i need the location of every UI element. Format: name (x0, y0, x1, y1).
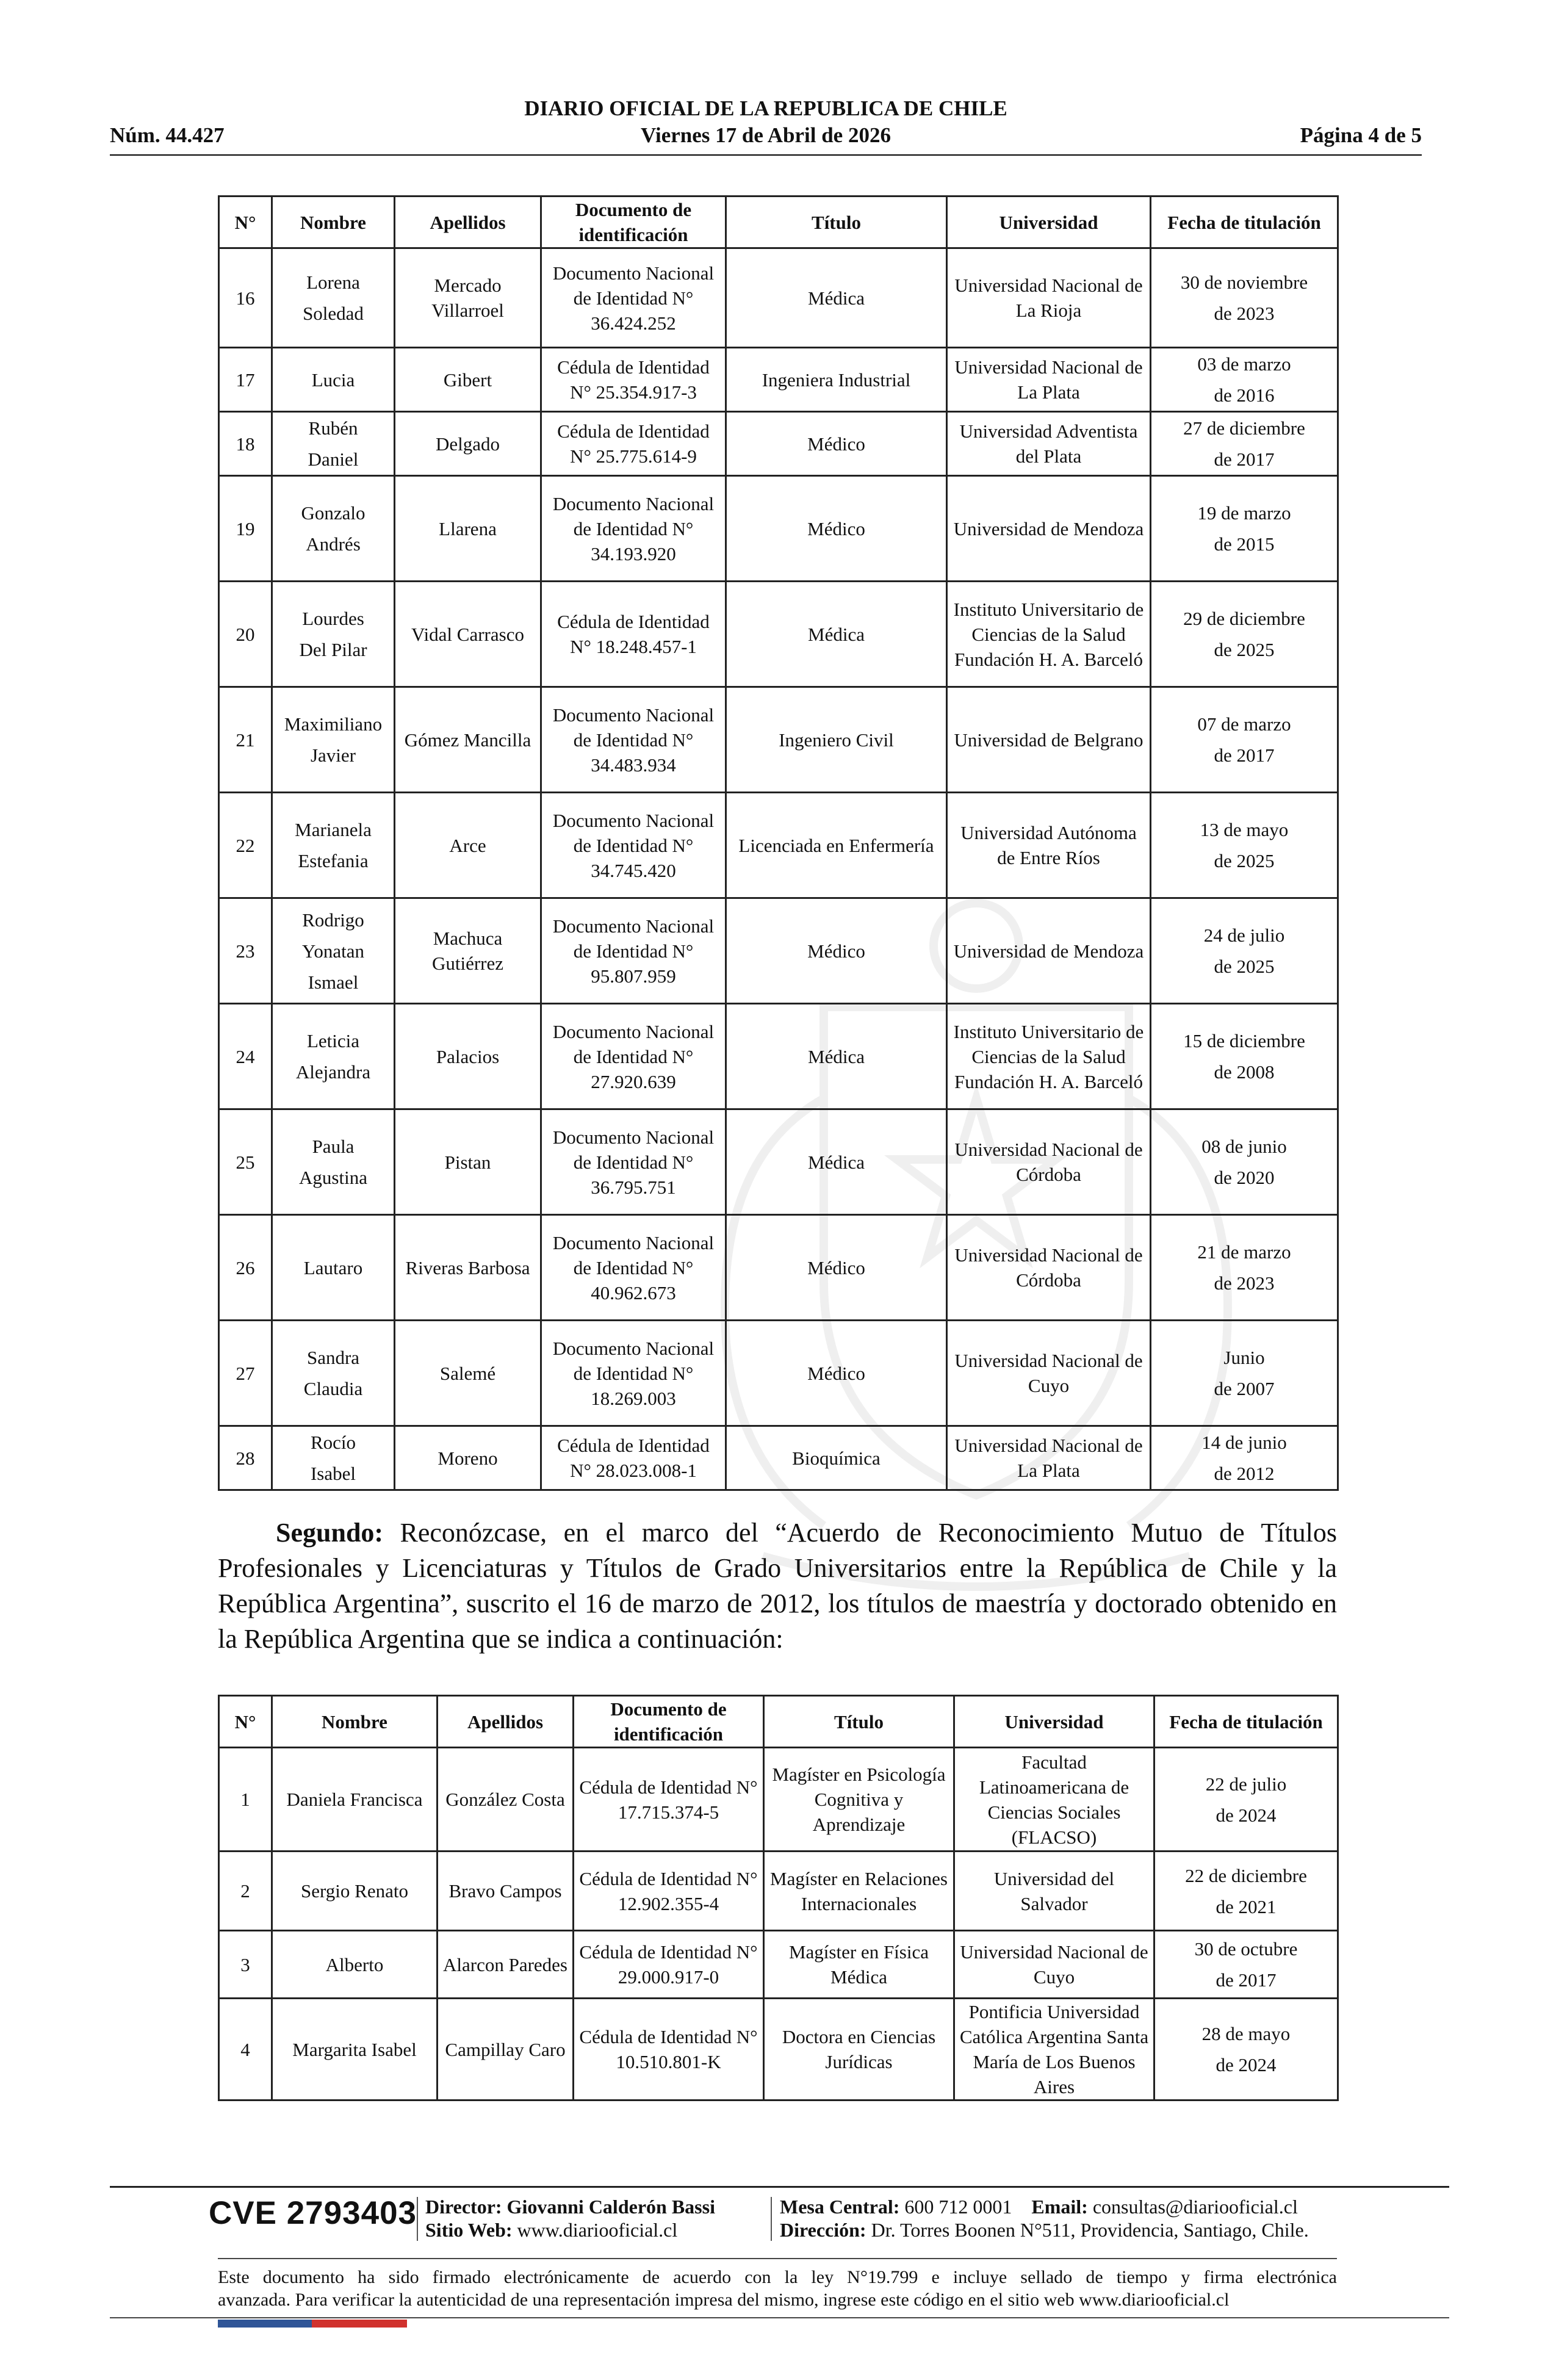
cell-fecha (1151, 1426, 1338, 1490)
cell-number: 20 (219, 582, 272, 687)
table-row (219, 793, 1338, 898)
cell-titulo: Médico (726, 1321, 947, 1426)
cell-titulo: Doctora en Ciencias Jurídicas (764, 1999, 954, 2101)
nombre-line: Maximiliano (284, 713, 383, 735)
col-header: Universidad (954, 1696, 1154, 1748)
footer-divider (218, 2258, 1337, 2259)
nombre-line: Sandra (306, 1347, 360, 1368)
nombre-line: Del Pilar (299, 639, 367, 660)
nombre-line: Andrés (306, 533, 361, 555)
fecha-line: de 2016 (1214, 384, 1275, 406)
cell-number: 17 (219, 348, 272, 412)
cell-apellidos: Machuca Gutiérrez (395, 898, 541, 1004)
header-divider (110, 154, 1422, 156)
fecha-line: 29 de diciembre (1183, 608, 1305, 629)
cell-nombre (272, 582, 395, 687)
fecha-line: de 2017 (1214, 449, 1275, 470)
cell-documento: Documento Nacional de Identidad N° 27.920.639 (541, 1004, 726, 1109)
cell-nombre: Daniela Francisca (272, 1748, 438, 1852)
nombre-line: Claudia (303, 1378, 363, 1399)
cell-number: 16 (219, 248, 272, 348)
fecha-line: de 2023 (1214, 1272, 1275, 1294)
note-line: avanzada. Para verificar la autenticidad de una representación impresa del mismo, ingrese este código en el sitio web www.diariooficial.cl (218, 2290, 1230, 2310)
mesa-label: Mesa Central: (780, 2196, 900, 2218)
table-row (219, 1931, 1338, 1999)
cell-nombre: Margarita Isabel (272, 1999, 438, 2101)
cell-titulo: Médica (726, 1109, 947, 1215)
nombre-line: Soledad (303, 303, 364, 324)
fecha-line: de 2007 (1214, 1378, 1275, 1399)
cell-number: 23 (219, 898, 272, 1004)
address-label: Dirección: (780, 2219, 866, 2241)
cell-apellidos: Campillay Caro (438, 1999, 574, 2101)
fecha-line: 15 de diciembre (1183, 1030, 1305, 1051)
col-header: Universidad (947, 197, 1151, 248)
cell-apellidos: Vidal Carrasco (395, 582, 541, 687)
table-row (219, 1852, 1338, 1931)
cell-number: 2 (219, 1852, 272, 1931)
fecha-line: de 2025 (1214, 639, 1275, 660)
fecha-line: de 2015 (1214, 533, 1275, 555)
table-row (219, 1999, 1338, 2101)
cell-titulo: Licenciada en Enfermería (726, 793, 947, 898)
cell-titulo: Médica (726, 1004, 947, 1109)
fecha-line: 30 de noviembre (1180, 272, 1308, 293)
cell-universidad: Universidad Nacional de Cuyo (947, 1321, 1151, 1426)
cell-nombre (272, 898, 395, 1004)
cell-fecha (1151, 687, 1338, 793)
titles-table-2 (218, 1695, 1339, 2101)
fecha-line: 22 de diciembre (1185, 1864, 1307, 1886)
cell-documento: Cédula de Identidad N° 12.902.355-4 (574, 1852, 764, 1931)
fecha-line: 14 de junio (1201, 1432, 1287, 1453)
cell-number: 19 (219, 476, 272, 582)
table-row (219, 1004, 1338, 1109)
nombre-line: Gonzalo (301, 502, 366, 524)
cell-nombre (272, 1426, 395, 1490)
cell-fecha (1151, 1004, 1338, 1109)
cell-fecha (1151, 1215, 1338, 1321)
cell-universidad: Universidad de Mendoza (947, 898, 1151, 1004)
fecha-line: de 2025 (1214, 956, 1275, 977)
nombre-line: Lourdes (302, 608, 364, 629)
cell-apellidos: Moreno (395, 1426, 541, 1490)
cve-code: CVE 2793403 (209, 2195, 417, 2231)
cell-titulo: Ingeniera Industrial (726, 348, 947, 412)
email-link[interactable]: consultas@diariooficial.cl (1092, 2196, 1298, 2218)
cell-documento: Documento Nacional de Identidad N° 34.745.420 (541, 793, 726, 898)
cell-nombre (272, 793, 395, 898)
address: Dr. Torres Boonen N°511, Providencia, Santiago, Chile. (871, 2219, 1309, 2241)
cell-fecha (1151, 1321, 1338, 1426)
cell-nombre (272, 1109, 395, 1215)
newspaper-title: DIARIO OFICIAL DE LA REPUBLICA DE CHILE (524, 96, 1007, 120)
cell-titulo: Médica (726, 582, 947, 687)
table-row (219, 412, 1338, 476)
nombre-line: Isabel (310, 1463, 356, 1484)
nombre-line: Leticia (306, 1030, 360, 1051)
cell-documento: Cédula de Identidad N° 25.775.614-9 (541, 412, 726, 476)
cell-documento: Cédula de Identidad N° 18.248.457-1 (541, 582, 726, 687)
col-header: N° (219, 197, 272, 248)
nombre-line: Rocío (310, 1432, 356, 1453)
segundo-paragraph (218, 1515, 1337, 1657)
fecha-line: de 2012 (1214, 1463, 1275, 1484)
cell-universidad: Universidad Nacional de Cuyo (954, 1931, 1154, 1999)
fecha-line: Junio (1223, 1347, 1265, 1368)
cell-apellidos: Gómez Mancilla (395, 687, 541, 793)
cell-nombre (272, 1215, 395, 1321)
fecha-line: 22 de julio (1205, 1773, 1287, 1795)
fecha-line: 03 de marzo (1197, 353, 1291, 375)
col-header: Documento de identificación (541, 197, 726, 248)
flag-stripe-red (312, 2320, 407, 2328)
fecha-line: de 2024 (1216, 2054, 1277, 2075)
cell-documento: Documento Nacional de Identidad N° 95.807.959 (541, 898, 726, 1004)
fecha-line: 08 de junio (1201, 1136, 1287, 1157)
cell-fecha (1151, 412, 1338, 476)
cell-number: 26 (219, 1215, 272, 1321)
cell-number: 4 (219, 1999, 272, 2101)
col-header: Documento de identificación (574, 1696, 764, 1748)
footer-divider (110, 2186, 1449, 2188)
fecha-line: de 2017 (1216, 1969, 1277, 1991)
cell-apellidos: Alarcon Paredes (438, 1931, 574, 1999)
paragraph-text: Reconózcase, en el marco del “Acuerdo de Reconocimiento Mutuo de Títulos Profesionales y Licenciaturas y Títulos de Grado Universitarios entre la República de Chile y la República Argentina”, suscrito el 16 de marzo de 2012, los títulos de maestría y doctorado obtenido en la República Argentina que se indica a continuación: (218, 1518, 1337, 1654)
cell-apellidos: González Costa (438, 1748, 574, 1852)
cell-number: 28 (219, 1426, 272, 1490)
cell-apellidos: Llarena (395, 476, 541, 582)
cell-nombre (272, 1004, 395, 1109)
cell-fecha (1154, 1852, 1338, 1931)
cell-fecha (1151, 476, 1338, 582)
header-row (110, 123, 1422, 150)
cell-universidad: Instituto Universitario de Ciencias de la Salud Fundación H. A. Barceló (947, 1004, 1151, 1109)
cell-number: 24 (219, 1004, 272, 1109)
nombre-line: Yonatan (302, 940, 364, 962)
footer-divider (110, 2317, 1449, 2318)
cell-titulo: Médico (726, 898, 947, 1004)
cell-titulo: Médico (726, 1215, 947, 1321)
cell-universidad: Facultad Latinoamericana de Ciencias Sociales (FLACSO) (954, 1748, 1154, 1852)
cell-documento: Cédula de Identidad N° 28.023.008-1 (541, 1426, 726, 1490)
cell-nombre: Alberto (272, 1931, 438, 1999)
cell-documento: Documento Nacional de Identidad N° 34.483.934 (541, 687, 726, 793)
footer-contact-block (780, 2195, 1309, 2241)
fecha-line: de 2020 (1214, 1167, 1275, 1188)
note-line: Este documento ha sido firmado electrónicamente de acuerdo con la ley N°19.799 e incluye sellado de tiempo y firma electrónica (218, 2267, 1337, 2287)
cell-titulo: Ingeniero Civil (726, 687, 947, 793)
nombre-line: Javier (310, 745, 356, 766)
cell-documento: Cédula de Identidad N° 17.715.374-5 (574, 1748, 764, 1852)
cell-number: 25 (219, 1109, 272, 1215)
table-row (219, 898, 1338, 1004)
cell-apellidos: Bravo Campos (438, 1852, 574, 1931)
website-label: Sitio Web: (425, 2219, 513, 2241)
cell-titulo: Magíster en Relaciones Internacionales (764, 1852, 954, 1931)
table-row (219, 348, 1338, 412)
col-header: Apellidos (438, 1696, 574, 1748)
nombre-line: Agustina (299, 1167, 367, 1188)
fecha-line: de 2008 (1214, 1061, 1275, 1083)
nombre-line: Lucia (311, 369, 355, 391)
flag-stripe-blue (218, 2320, 312, 2328)
fecha-line: 28 de mayo (1201, 2023, 1291, 2044)
table-row (219, 1215, 1338, 1321)
cell-universidad: Universidad de Mendoza (947, 476, 1151, 582)
titles-table-1 (218, 195, 1339, 1491)
fecha-line: de 2021 (1216, 1895, 1277, 1917)
table-header-row (219, 1696, 1338, 1748)
cell-apellidos: Mercado Villarroel (395, 248, 541, 348)
page-number: Página 4 de 5 (1300, 123, 1422, 147)
cell-apellidos: Pistan (395, 1109, 541, 1215)
table-row (219, 1426, 1338, 1490)
fecha-line: 24 de julio (1203, 925, 1285, 946)
table-row (219, 476, 1338, 582)
cell-fecha (1151, 1109, 1338, 1215)
cell-nombre (272, 348, 395, 412)
mesa-phone: 600 712 0001 (904, 2196, 1012, 2218)
nombre-line: Marianela (295, 819, 372, 840)
fecha-line: 13 de mayo (1200, 819, 1289, 840)
cell-fecha (1151, 248, 1338, 348)
cell-nombre (272, 248, 395, 348)
cell-titulo: Bioquímica (726, 1426, 947, 1490)
cell-apellidos: Salemé (395, 1321, 541, 1426)
cell-number: 3 (219, 1931, 272, 1999)
fecha-line: 07 de marzo (1197, 713, 1291, 735)
nombre-line: Alejandra (295, 1061, 371, 1083)
cell-apellidos: Riveras Barbosa (395, 1215, 541, 1321)
website-link[interactable]: www.diariooficial.cl (517, 2219, 678, 2241)
footer-separator (417, 2197, 418, 2241)
cell-titulo: Médica (726, 248, 947, 348)
col-header: N° (219, 1696, 272, 1748)
cell-universidad: Universidad de Belgrano (947, 687, 1151, 793)
cell-fecha (1151, 793, 1338, 898)
nombre-line: Estefania (298, 850, 369, 871)
table-header-row (219, 197, 1338, 248)
fecha-line: 27 de diciembre (1183, 417, 1305, 439)
cell-universidad: Universidad del Salvador (954, 1852, 1154, 1931)
cell-documento: Cédula de Identidad N° 10.510.801-K (574, 1999, 764, 2101)
table-row (219, 248, 1338, 348)
col-header: Nombre (272, 197, 395, 248)
cell-fecha (1151, 898, 1338, 1004)
footer-director-block (425, 2195, 715, 2241)
cell-universidad: Universidad Autónoma de Entre Ríos (947, 793, 1151, 898)
paragraph-lead: Segundo: (276, 1518, 384, 1548)
cell-nombre: Sergio Renato (272, 1852, 438, 1931)
cell-fecha (1151, 348, 1338, 412)
cell-documento: Cédula de Identidad N° 25.354.917-3 (541, 348, 726, 412)
cell-number: 21 (219, 687, 272, 793)
fecha-line: 21 de marzo (1197, 1241, 1291, 1263)
col-header: Título (726, 197, 947, 248)
issue-number: Núm. 44.427 (110, 123, 225, 147)
cell-nombre (272, 687, 395, 793)
cell-fecha (1154, 1748, 1338, 1852)
cell-apellidos: Arce (395, 793, 541, 898)
cell-number: 18 (219, 412, 272, 476)
nombre-line: Lautaro (303, 1257, 363, 1278)
director-name: Giovanni Calderón Bassi (506, 2196, 715, 2218)
cell-apellidos: Palacios (395, 1004, 541, 1109)
cell-fecha (1154, 1931, 1338, 1999)
fecha-line: 19 de marzo (1197, 502, 1291, 524)
footer-separator (771, 2197, 772, 2241)
nombre-line: Ismael (308, 971, 359, 993)
cell-fecha (1151, 582, 1338, 687)
table-row (219, 1748, 1338, 1852)
cell-universidad: Universidad Adventista del Plata (947, 412, 1151, 476)
issue-date: Viernes 17 de Abril de 2026 (641, 123, 891, 147)
cell-titulo: Médico (726, 476, 947, 582)
cell-number: 1 (219, 1748, 272, 1852)
cell-documento: Cédula de Identidad N° 29.000.917-0 (574, 1931, 764, 1999)
cell-nombre (272, 476, 395, 582)
cell-titulo: Magíster en Física Médica (764, 1931, 954, 1999)
cell-documento: Documento Nacional de Identidad N° 40.962.673 (541, 1215, 726, 1321)
col-header: Fecha de titulación (1154, 1696, 1338, 1748)
nombre-line: Rodrigo (302, 909, 364, 931)
cell-number: 27 (219, 1321, 272, 1426)
cell-documento: Documento Nacional de Identidad N° 36.795.751 (541, 1109, 726, 1215)
cell-documento: Documento Nacional de Identidad N° 36.424.252 (541, 248, 726, 348)
fecha-line: de 2025 (1214, 850, 1275, 871)
nombre-line: Rubén (308, 417, 358, 439)
table-row (219, 1109, 1338, 1215)
col-header: Nombre (272, 1696, 438, 1748)
fecha-line: de 2023 (1214, 303, 1275, 324)
cell-universidad: Universidad Nacional de La Plata (947, 348, 1151, 412)
table-row (219, 582, 1338, 687)
cell-universidad: Universidad Nacional de Córdoba (947, 1215, 1151, 1321)
cell-documento: Documento Nacional de Identidad N° 34.193.920 (541, 476, 726, 582)
director-label: Director: (425, 2196, 502, 2218)
cell-fecha (1154, 1999, 1338, 2101)
cell-universidad: Universidad Nacional de La Plata (947, 1426, 1151, 1490)
cell-apellidos: Delgado (395, 412, 541, 476)
nombre-line: Paula (312, 1136, 355, 1157)
col-header: Apellidos (395, 197, 541, 248)
fecha-line: de 2024 (1216, 1804, 1277, 1826)
nombre-line: Daniel (308, 449, 359, 470)
cell-universidad: Universidad Nacional de Córdoba (947, 1109, 1151, 1215)
cell-documento: Documento Nacional de Identidad N° 18.269.003 (541, 1321, 726, 1426)
col-header: Título (764, 1696, 954, 1748)
cell-nombre (272, 412, 395, 476)
cell-universidad: Universidad Nacional de La Rioja (947, 248, 1151, 348)
fecha-line: de 2017 (1214, 745, 1275, 766)
fecha-line: 30 de octubre (1194, 1938, 1298, 1960)
table-row (219, 687, 1338, 793)
cell-titulo: Médico (726, 412, 947, 476)
cell-universidad: Instituto Universitario de Ciencias de la Salud Fundación H. A. Barceló (947, 582, 1151, 687)
cell-number: 22 (219, 793, 272, 898)
table-row (219, 1321, 1338, 1426)
cell-apellidos: Gibert (395, 348, 541, 412)
cell-titulo: Magíster en Psicología Cognitiva y Aprendizaje (764, 1748, 954, 1852)
email-label: Email: (1031, 2196, 1088, 2218)
nombre-line: Lorena (306, 272, 360, 293)
cell-universidad: Pontificia Universidad Católica Argentina Santa María de Los Buenos Aires (954, 1999, 1154, 2101)
cell-nombre (272, 1321, 395, 1426)
verification-note (218, 2266, 1337, 2311)
col-header: Fecha de titulación (1151, 197, 1338, 248)
